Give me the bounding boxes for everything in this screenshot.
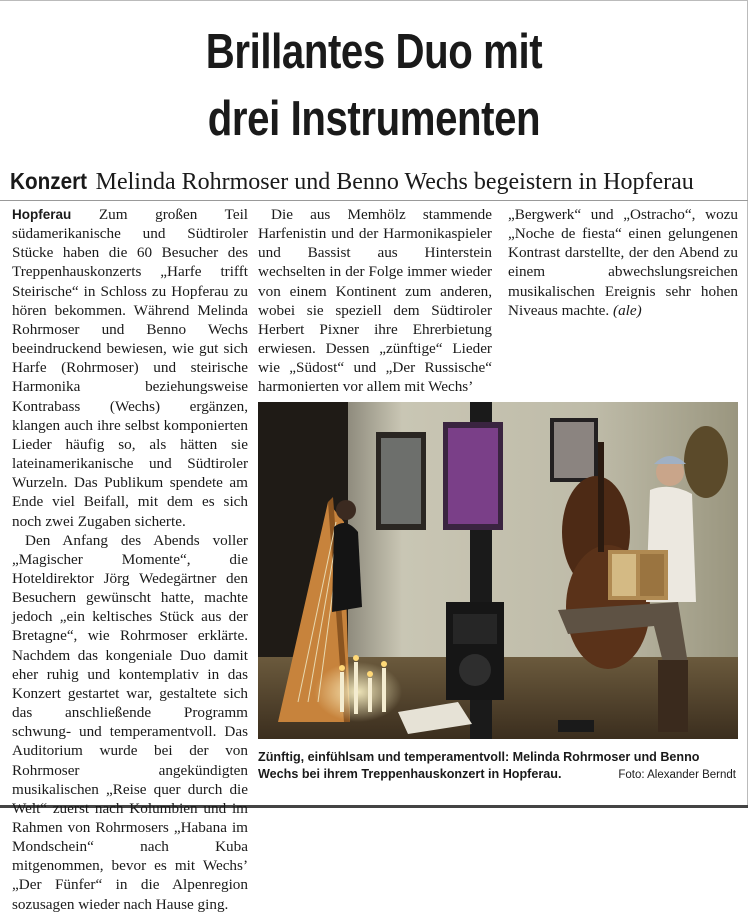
headline-line-2: drei Instrumenten: [207, 92, 541, 146]
headline-line-1: Brillantes Duo mit: [205, 25, 543, 79]
concert-photo: [258, 402, 738, 739]
paragraph-1-text: Zum großen Teil südamerikanische und Südtiroler Stücke haben die 60 Besucher des Treppenhauskonzerts „Harfe trifft Steirische“ in Schloss zu Hopferau zu hören bekommen. Während Melinda Rohrmoser und Benno Wechs beeindruckend bewiesen, wie gut sich Harfe (Rohrmoser) und steirische Harmonika beziehungsweise Kontrabass (Wechs) ergänzen, klangen auch ihre selbst komponierten Lieder häufig so, als hätten sie lateinamerikanische und Südtiroler Wurzeln. Das Publikum spendete am Ende viel Beifall, mit dem es sich noch zwei Zugaben sicherte.: [12, 206, 249, 530]
concert-photo-image: [258, 402, 738, 739]
subhead-kicker: Konzert: [10, 168, 88, 194]
article-paragraph-1: [12, 205, 248, 531]
article-column-2: [258, 205, 492, 397]
divider: [0, 200, 748, 201]
article-column-3: [508, 205, 738, 320]
photo-caption: Zünftig, einfühlsam und temperamentvoll: Melinda Rohrmoser und Benno Wechs bei ihrem Treppenhauskonzert in Hopferau.: [258, 750, 700, 781]
dateline: Hopferau: [12, 207, 72, 222]
photo-credit: Foto: Alexander Berndt: [618, 769, 736, 781]
article-paragraph-3: Die aus Memhölz stammende Harfenistin und der Harmonikaspieler und Bassist aus Hinterstein wechselten in der Folge immer wieder von einem Kontinent zum anderen, wobei sie speziell dem Südtiroler Herbert Pixner ihre Ehrerbietung erwiesen. Dessen „zünftige“ Lieder wie „Südost“ und „Der Russische“ harmonierten vor allem mit Wechs’: [258, 206, 492, 396]
subhead-text: Melinda Rohrmoser und Benno Wechs begeistern in Hopferau: [95, 169, 694, 195]
article-paragraph-2: Den Anfang des Abends voller „Magischer Momente“, die Hoteldirektor Jörg Wedegärtner den Besuchern gewünscht hatte, machte jedoch „ein keltisches Stück aus der Bretagne“, wie Rohrmoser erklärte. Nachdem das kongeniale Duo damit eher ruhig und kontemplativ in das Konzert gestartet war, gestaltete sich das anschließende Programm schwung- und temperamentvoll. Das Auditorium wurde bei der von Rohrmoser angekündigten musikalischen „Reise quer durch die Welt“ zuerst nach Kolumbien und im Rahmen von Rohrmosers „Habana im Mondschein“ nach Kuba mitgenommen, bevor es mit Wechs’ „Der Fünfer“ in die Alpenregion sozusagen wieder nach Hause ging.: [12, 531, 248, 913]
page-border-top: [0, 0, 748, 1]
article-paragraph-3-end: „Bergwerk“ und „Ostracho“, wozu „Noche de fiesta“ einen gelungenen Kontrast darstellte, der den Abend zu einem abwechslungsreichen musikalischen Ereignis sehr hohen Niveaus machte. (ale): [508, 206, 738, 319]
article-column-1: [12, 205, 248, 914]
author-signature: (ale): [613, 301, 642, 319]
subheadline: [10, 166, 740, 197]
